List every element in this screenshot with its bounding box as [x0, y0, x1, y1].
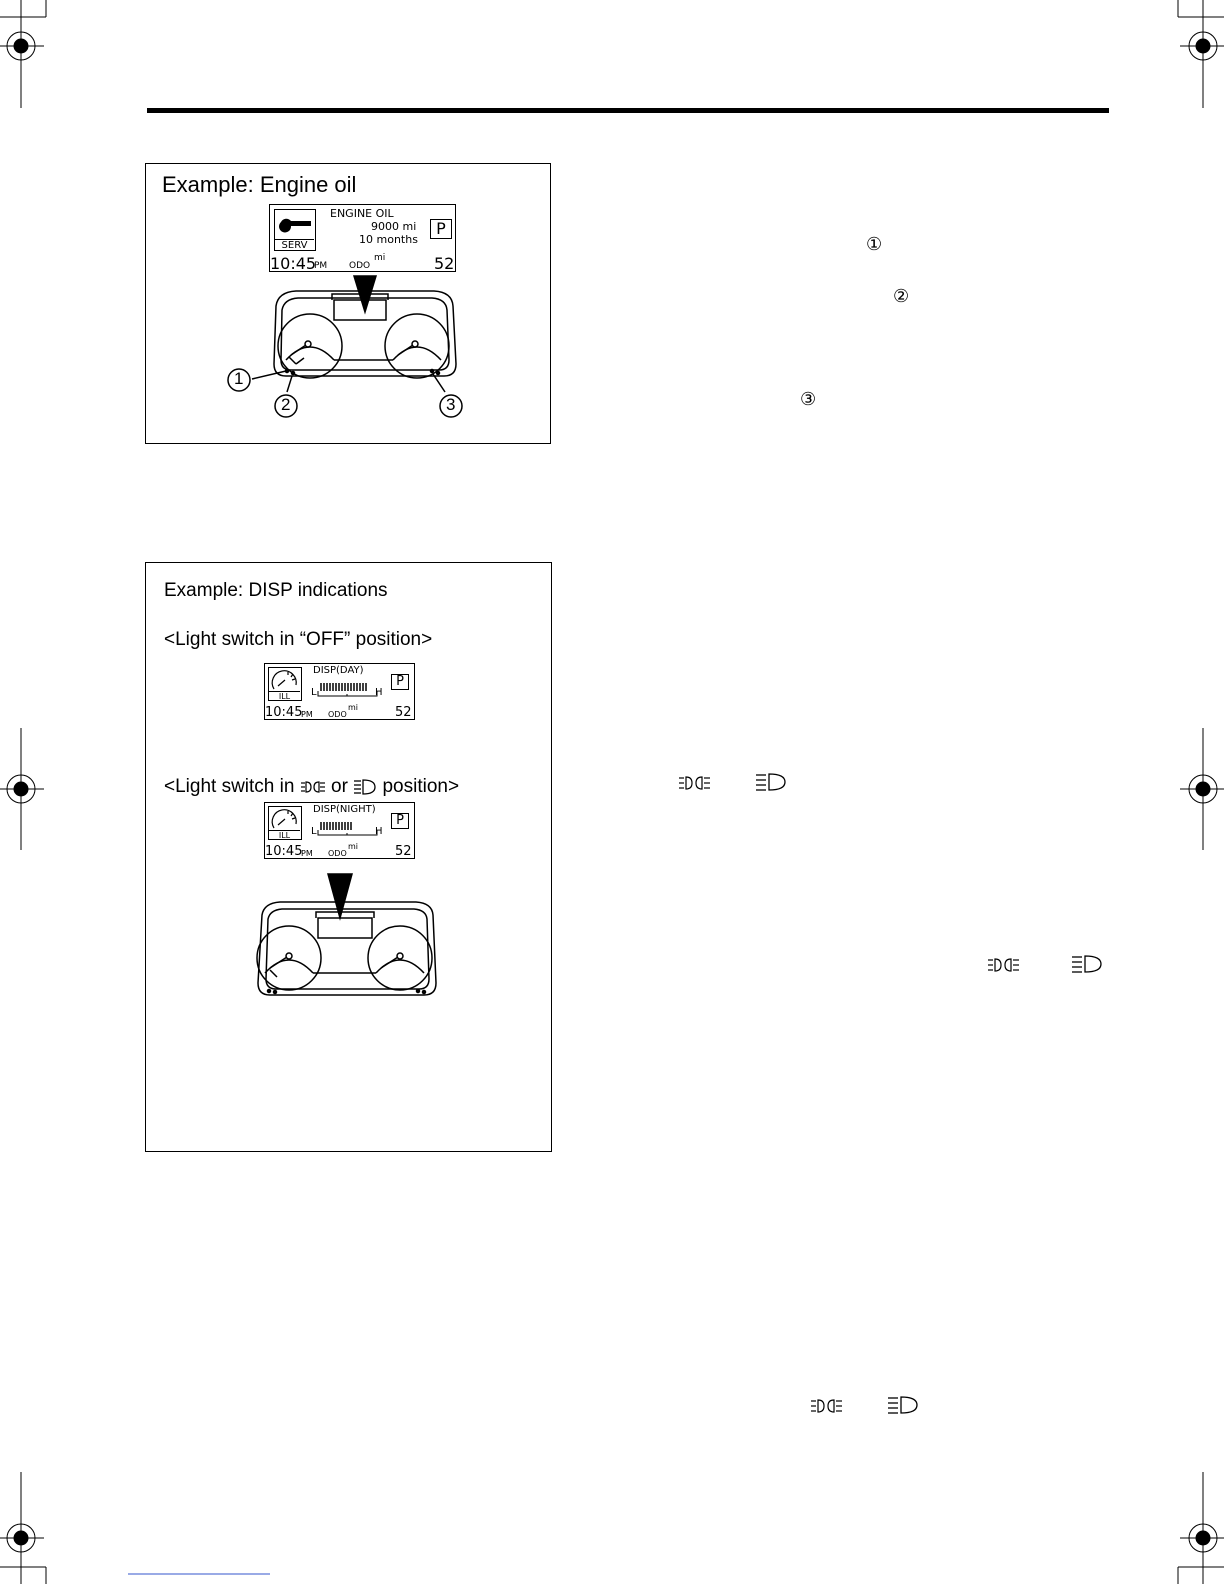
clock-time: 10:45: [270, 254, 317, 273]
header-rule: [147, 108, 1109, 113]
gear-indicator: P: [430, 219, 452, 239]
odo-label: ODO: [328, 849, 347, 858]
odo-value: 52: [434, 254, 455, 273]
clock-ampm: PM: [314, 261, 328, 271]
disp-mode: DISP(DAY): [313, 665, 364, 676]
parking-light-icon: [810, 1398, 850, 1414]
clock-ampm: PM: [301, 710, 313, 719]
figure-title: Example: DISP indications: [164, 580, 388, 601]
caption-light-on: <Light switch in or position>: [164, 776, 460, 797]
instrument-cluster-illustration: [146, 563, 553, 1153]
instrument-cluster-illustration: [146, 164, 552, 445]
clock-time: 10:45: [265, 844, 303, 859]
parking-light-icon: [987, 957, 1027, 973]
scale-low: L: [311, 826, 317, 837]
clock-ampm: PM: [301, 849, 313, 858]
caption-light-off: <Light switch in “OFF” position>: [164, 629, 433, 650]
marker-1: ①: [866, 234, 883, 254]
headlight-icon: [755, 773, 789, 791]
gear-indicator: P: [391, 813, 409, 829]
parking-light-icon: [678, 775, 718, 791]
marker-2: ②: [893, 286, 910, 306]
clock-time: 10:45: [265, 705, 303, 720]
gear-indicator: P: [391, 674, 409, 690]
callout-3: 3: [446, 395, 456, 414]
figure-disp-indications: [145, 562, 552, 1152]
headlight-icon: [1071, 955, 1105, 973]
headlight-icon: [887, 1396, 921, 1414]
callout-2: 2: [281, 395, 291, 414]
callout-1: 1: [234, 369, 244, 388]
scale-high: H: [375, 826, 383, 837]
odo-unit: mi: [348, 703, 359, 712]
ill-label: ILL: [269, 830, 300, 840]
service-label: SERV: [275, 239, 314, 251]
display-line-1: ENGINE OIL: [330, 207, 394, 220]
odo-label: ODO: [349, 261, 371, 271]
odo-value: 52: [395, 844, 412, 859]
scale-low: L: [311, 687, 317, 698]
odo-value: 52: [395, 705, 412, 720]
display-line-3: 10 months: [359, 233, 418, 246]
figure-title: Example: Engine oil: [162, 172, 357, 197]
scale-high: H: [375, 687, 383, 698]
display-line-2: 9000 mi: [371, 220, 417, 233]
figure-engine-oil: [145, 163, 551, 444]
odo-unit: mi: [348, 842, 359, 851]
ill-label: ILL: [269, 691, 300, 701]
marker-3: ③: [800, 389, 817, 409]
disp-mode: DISP(NIGHT): [313, 804, 376, 815]
odo-label: ODO: [328, 710, 347, 719]
odo-unit: mi: [374, 253, 386, 263]
